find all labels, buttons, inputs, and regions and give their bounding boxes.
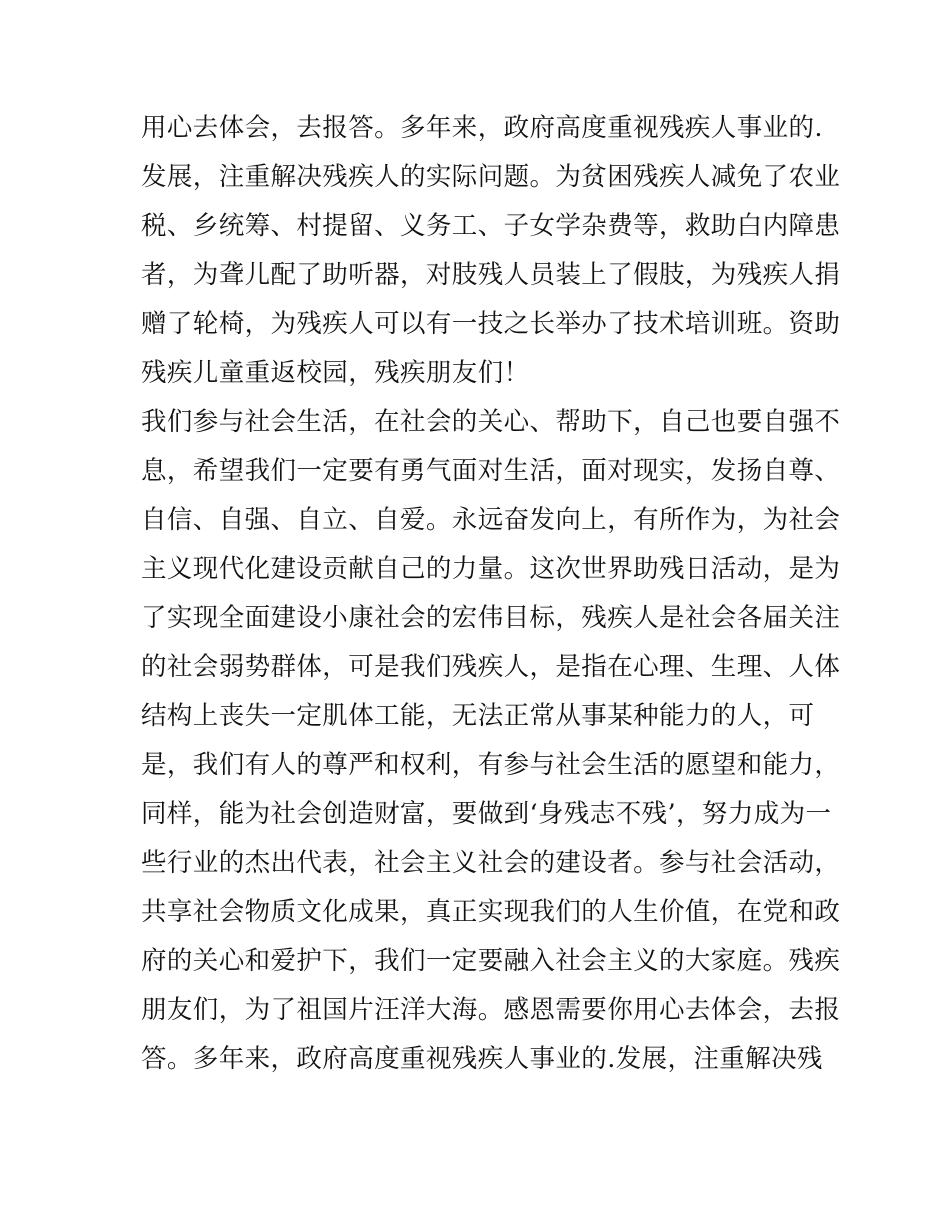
text-line-15: 同样，能为社会创造财富，要做到‘身残志不残’，努力成为一 <box>141 799 832 829</box>
text-line-10: 主义现代化建设贡献自己的力量。这次世界助残日活动，是为 <box>141 554 841 584</box>
text-line-8: 息，希望我们一定要有勇气面对生活，面对现实，发扬自尊、 <box>141 456 841 486</box>
text-line-19: 朋友们，为了祖国片汪洋大海。感恩需要你用心去体会，去报 <box>141 995 841 1025</box>
text-line-14: 是，我们有人的尊严和权利，有参与社会生活的愿望和能力， <box>141 750 841 780</box>
text-line-4: 者，为聋儿配了助听器，对肢残人员装上了假肢，为残疾人捐 <box>141 260 841 290</box>
text-line-13: 结构上丧失一定肌体工能，无法正常从事某种能力的人，可 <box>141 701 815 731</box>
text-line-12: 的社会弱势群体，可是我们残疾人，是指在心理、生理、人体 <box>141 652 841 682</box>
text-line-2: 发展，注重解决残疾人的实际问题。为贫困残疾人减免了农业 <box>141 162 841 192</box>
text-line-16: 些行业的杰出代表，社会主义社会的建设者。参与社会活动， <box>141 848 841 878</box>
text-line-6: 残疾儿童重返校园，残疾朋友们！ <box>141 358 530 388</box>
text-line-7: 我们参与社会生活，在社会的关心、帮助下，自己也要自强不 <box>141 407 841 437</box>
text-line-5: 赠了轮椅，为残疾人可以有一技之长举办了技术培训班。资助 <box>141 309 841 339</box>
text-line-1: 用心去体会，去报答。多年来，政府高度重视残疾人事业的. <box>141 113 823 143</box>
text-line-9: 自信、自强、自立、自爱。永远奋发向上，有所作为，为社会 <box>141 505 841 535</box>
text-line-18: 府的关心和爱护下，我们一定要融入社会主义的大家庭。残疾 <box>141 946 841 976</box>
text-line-20: 答。多年来，政府高度重视残疾人事业的.发展，注重解决残 <box>141 1044 823 1074</box>
text-line-17: 共享社会物质文化成果，真正实现我们的人生价值，在党和政 <box>141 897 841 927</box>
text-line-3: 税、乡统筹、村提留、义务工、子女学杂费等，救助白内障患 <box>141 211 841 241</box>
text-line-11: 了实现全面建设小康社会的宏伟目标，残疾人是社会各届关注 <box>141 603 841 633</box>
body-text <box>141 104 841 1084</box>
